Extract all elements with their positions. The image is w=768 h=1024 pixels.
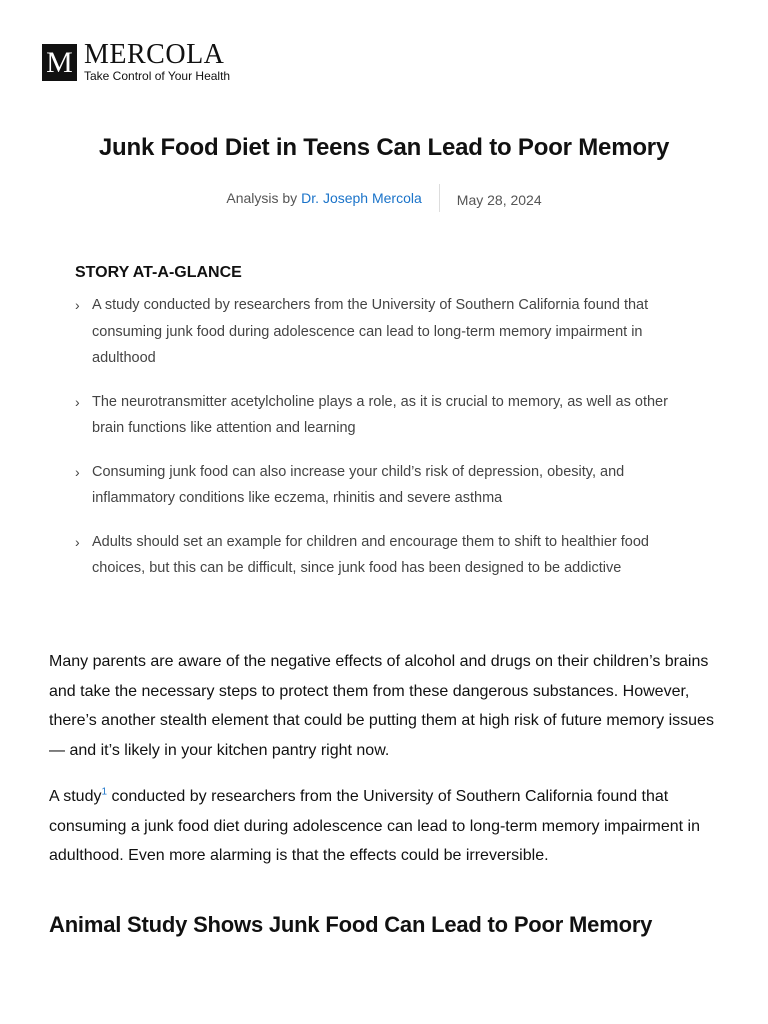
glance-item-text: The neurotransmitter acetylcholine plays a role, as it is crucial to memory, as well as other brain functions like attention and learning — [92, 393, 668, 436]
glance-item-text: Consuming junk food can also increase your child’s risk of depression, obesity, and inflammatory conditions like eczema, rhinitis and severe asthma — [92, 463, 625, 506]
logo-text — [84, 39, 231, 83]
glance-item — [75, 459, 695, 512]
article-body — [49, 647, 729, 888]
glance-item — [75, 292, 695, 372]
glance-heading: STORY AT-A-GLANCE — [75, 264, 242, 281]
byline-divider — [439, 184, 440, 212]
article-title: Junk Food Diet in Teens Can Lead to Poor Memory — [98, 134, 670, 161]
publish-date: May 28, 2024 — [456, 192, 542, 208]
byline — [0, 184, 768, 212]
author-link[interactable]: Dr. Joseph Mercola — [301, 190, 422, 206]
glance-list — [75, 292, 695, 582]
glance-item-text: A study conducted by researchers from the University of Southern California found that consuming junk food during adolescence can lead to long-term memory impairment in adulthood — [92, 297, 649, 366]
body-paragraph-1: Many parents are aware of the negative effects of alcohol and drugs on their children’s brains and take the necessary steps to protect them from these dangerous substances. However, there’s another stealth element that could be putting them at high risk of future memory issues — and it’s likely in your kitchen pantry right now. — [49, 653, 714, 759]
p2-lead: A study — [49, 788, 102, 805]
mercola-logo[interactable] — [42, 39, 231, 83]
chevron-right-icon: › — [75, 533, 80, 550]
glance-item — [75, 529, 695, 582]
section-heading: Animal Study Shows Junk Food Can Lead to Poor Memory — [49, 912, 653, 937]
glance-item-text: Adults should set an example for children and encourage them to shift to healthier food choices, but this can be difficult, since junk food has been designed to be addictive — [92, 533, 649, 576]
body-paragraph-2 — [49, 782, 729, 871]
glance-item — [75, 389, 695, 442]
chevron-right-icon: › — [75, 463, 80, 480]
footnote-ref-1[interactable]: 1 — [101, 786, 108, 798]
logo-tagline: Take Control of Your Health — [84, 69, 231, 83]
chevron-right-icon: › — [75, 297, 80, 313]
chevron-right-icon: › — [75, 393, 80, 410]
story-at-a-glance — [75, 264, 695, 599]
byline-prefix: Analysis by — [226, 190, 298, 206]
logo-mark: M — [42, 44, 77, 81]
p2-rest: conducted by researchers from the University of Southern California found that consuming a junk food diet during adolescence can lead to long-term memory impairment in adulthood. Even more alarming is that the effects could be irreversible. — [49, 788, 701, 864]
logo-name: MERCOLA — [84, 39, 225, 70]
